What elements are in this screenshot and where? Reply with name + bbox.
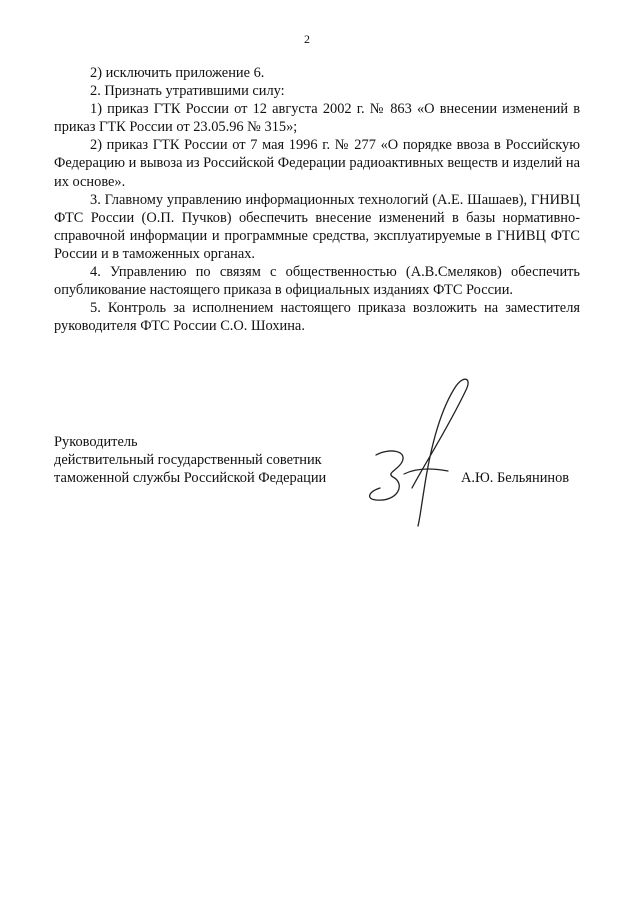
handwritten-signature xyxy=(336,370,476,530)
signatory-rank-continued: таможенной службы Российской Федерации xyxy=(54,470,327,487)
signatory-rank: действительный государственный советник xyxy=(54,452,322,469)
paragraph-repeal-order-277: 2) приказ ГТК России от 7 мая 1996 г. № 277 «О порядке ввоза в Российскую Федерацию и вывоза из Российской Федерации радиоактивных веществ и изделий на их основе». xyxy=(54,137,580,190)
paragraph-exclude-appendix: 2) исключить приложение 6. xyxy=(90,65,265,81)
page-number: 2 xyxy=(304,32,310,46)
paragraph-public-relations: 4. Управлению по связям с общественностью (А.В.Смеляков) обеспечить опубликование настоящего приказа в официальных изданиях ФТС России. xyxy=(54,264,580,299)
signer-name: А.Ю. Бельянинов xyxy=(461,470,570,486)
paragraph-repeal-order-863: 1) приказ ГТК России от 12 августа 2002 г. № 863 «О внесении изменений в приказ ГТК России от 23.05.96 № 315»; xyxy=(54,101,580,136)
signatory-position: Руководитель xyxy=(54,434,138,450)
signatory-title xyxy=(54,433,354,487)
paragraph-control: 5. Контроль за исполнением настоящего приказа возложить на заместителя руководителя ФТС России С.О. Шохина. xyxy=(54,300,580,335)
paragraph-it-directorate: 3. Главному управлению информационных технологий (А.Е. Шашаев), ГНИВЦ ФТС России (О.П. Пучков) обеспечить внесение изменений в базы нормативно-справочной информации и программные средства, эксплуатируемые в ГНИВЦ ФТС России и в таможенных органах. xyxy=(54,191,580,262)
order-body xyxy=(54,64,580,335)
paragraph-repeal-heading: 2. Признать утратившими силу: xyxy=(90,83,285,100)
